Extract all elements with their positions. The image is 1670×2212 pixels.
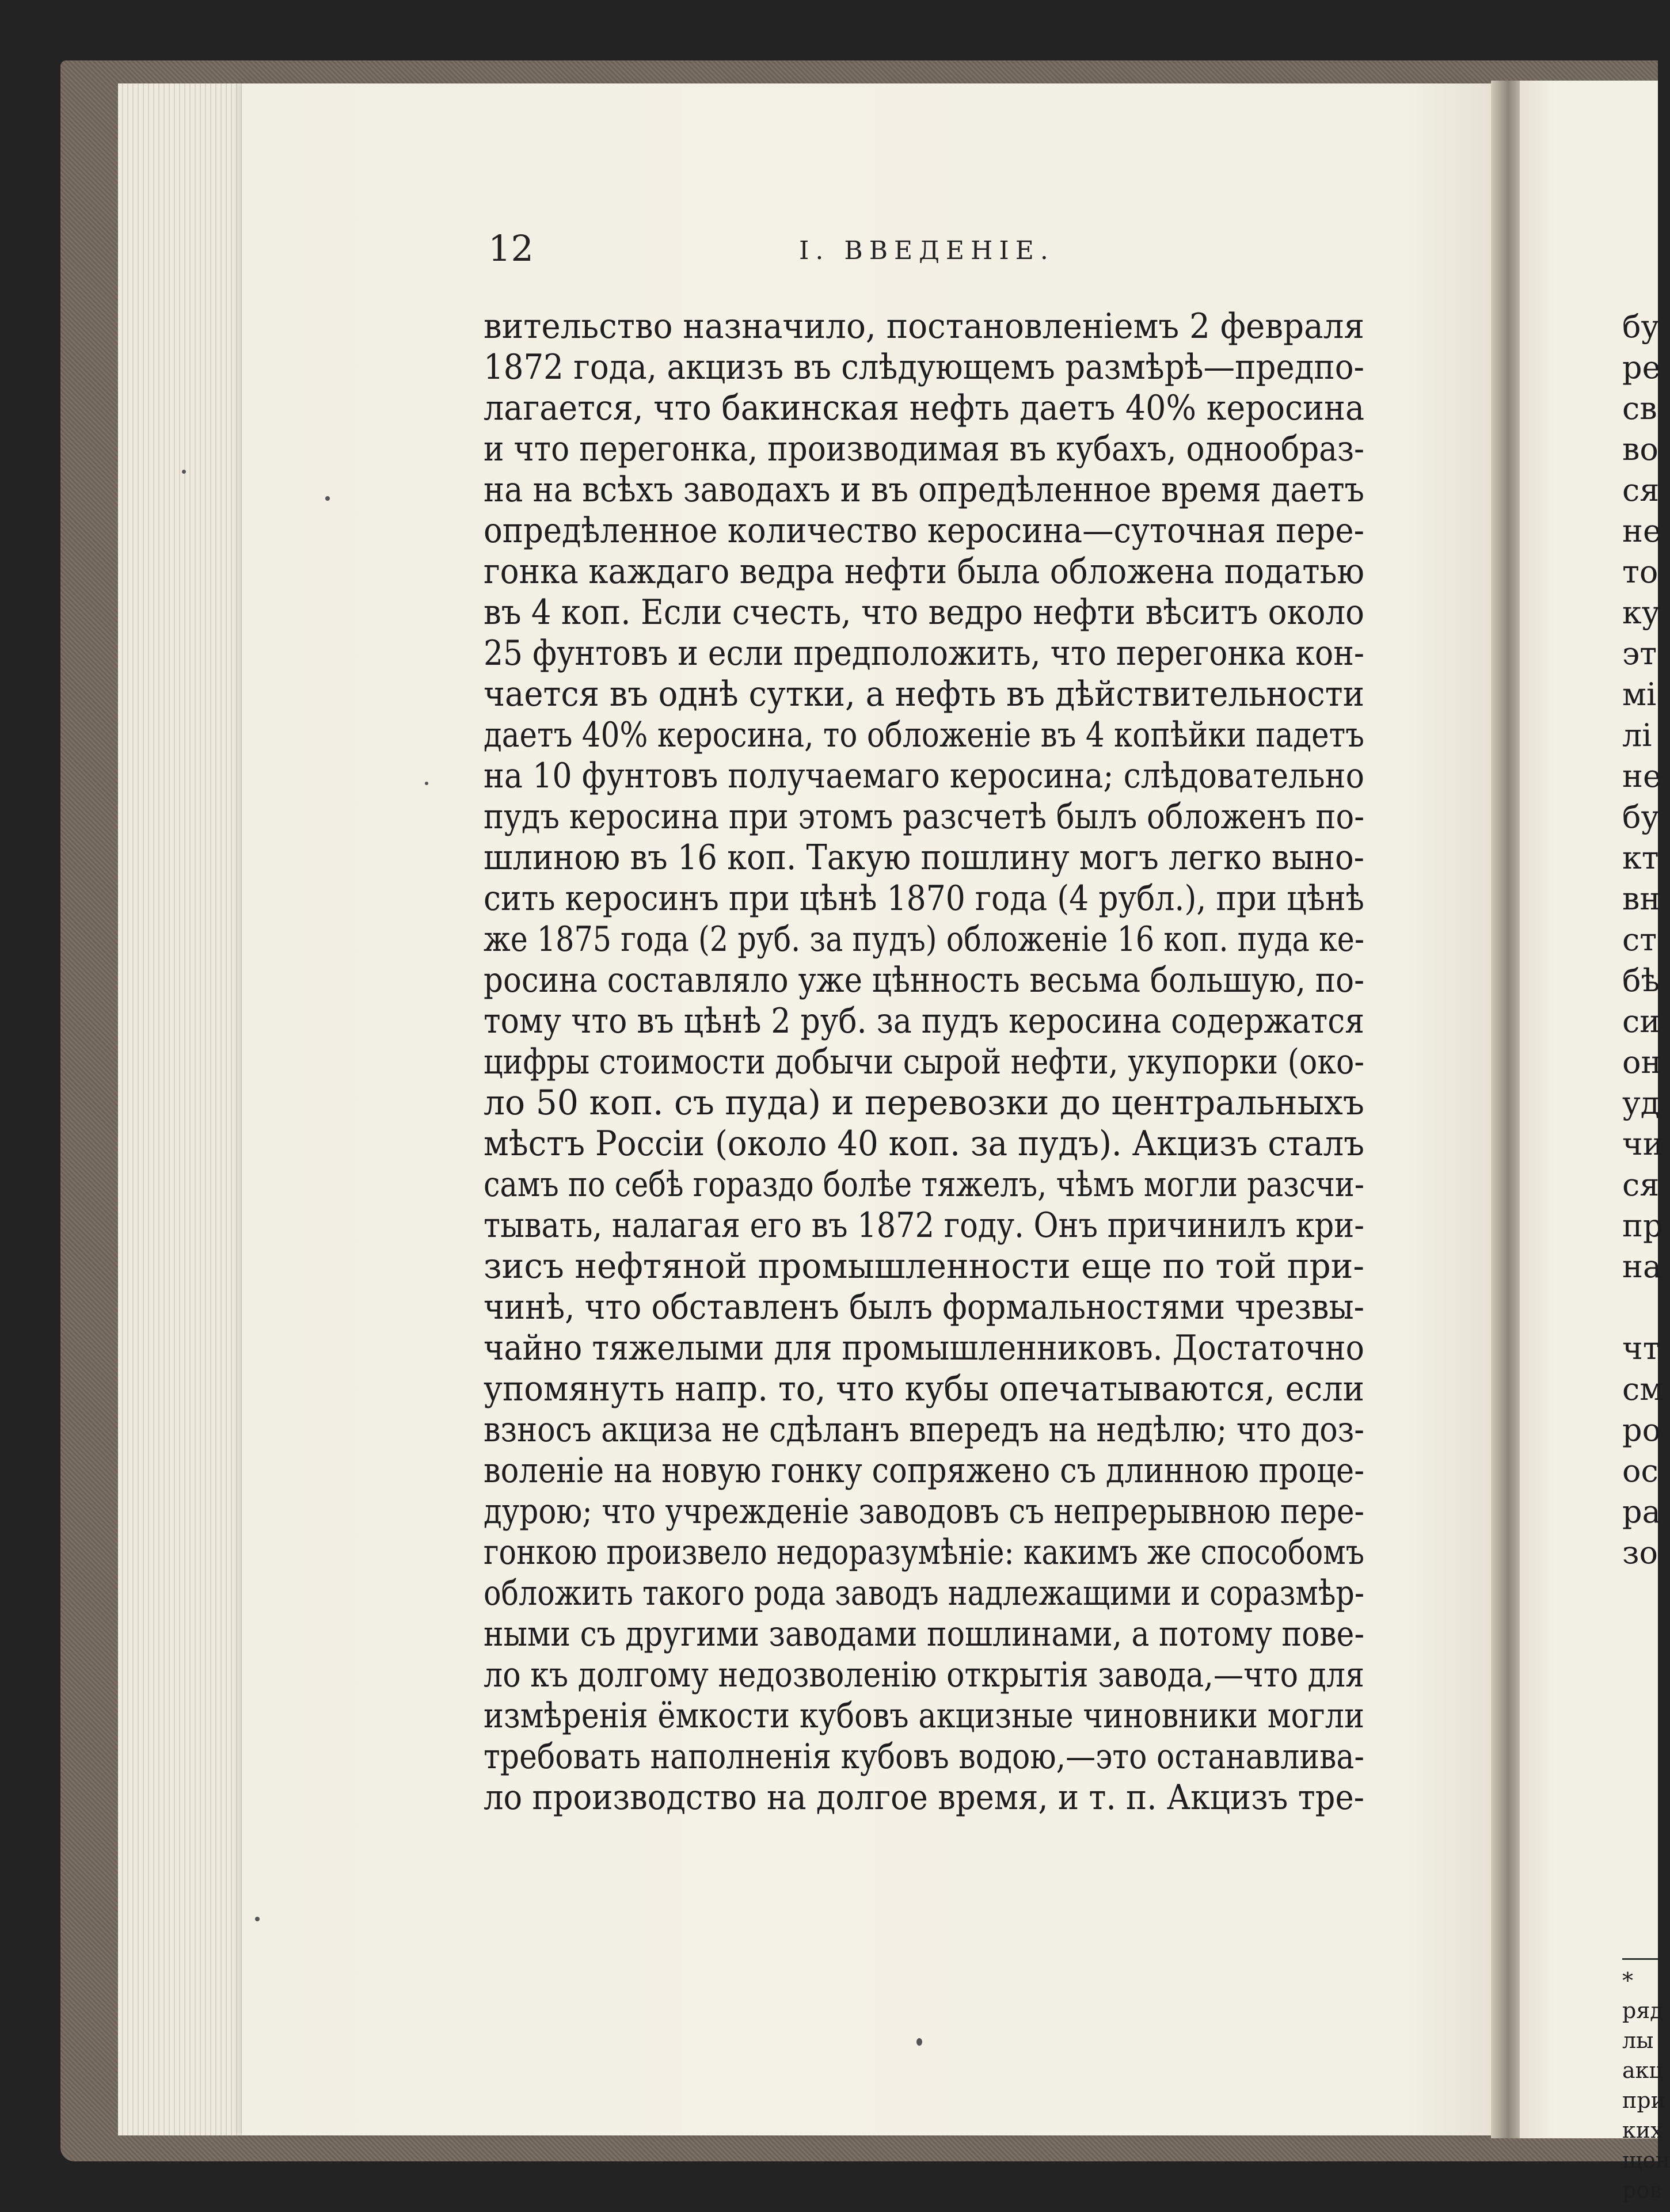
- text-line: гонкою произвело недоразумѣніе: какимъ же способомъ: [484, 1532, 1364, 1573]
- next-page-fragment: зо: [1622, 1535, 1658, 1571]
- paper-speck: [325, 496, 330, 501]
- next-page-fragment: св: [1622, 390, 1657, 427]
- footnote-fragment: ряд: [1622, 1998, 1664, 2023]
- footnote-fragment: ких: [1622, 2118, 1663, 2143]
- next-page-fragment: во: [1622, 431, 1658, 467]
- next-page-fragment: кт: [1622, 840, 1659, 876]
- text-line: сить керосинъ при цѣнѣ 1870 года (4 рубл.), при цѣнѣ: [484, 878, 1364, 919]
- next-page-fragment: [1622, 1287, 1658, 1328]
- text-line: цифры стоимости добычи сырой нефти, укупорки (око-: [484, 1042, 1364, 1082]
- footnote-fragment: щен: [1622, 2148, 1670, 2173]
- text-line: мѣстъ Россіи (около 40 коп. за пудъ). Акцизъ сталъ: [484, 1124, 1364, 1164]
- text-line: же 1875 года (2 руб. за пудъ) обложеніе 16 коп. пуда ке-: [484, 919, 1364, 960]
- next-page-fragment: лі: [1622, 717, 1652, 753]
- footnote-rule: [1622, 1958, 1658, 1960]
- paper-speck: [255, 1917, 260, 1921]
- page-header: [488, 226, 1363, 272]
- text-line: обложить такого рода заводъ надлежащими и соразмѣр-: [484, 1573, 1364, 1613]
- paper-speck: [182, 470, 186, 474]
- next-page-fragment: то: [1622, 554, 1658, 590]
- next-page-fragment: бу: [1622, 309, 1660, 345]
- footnote-fragment: акц: [1622, 2058, 1663, 2083]
- next-page-fragment: не: [1622, 758, 1661, 794]
- text-line: воленіе на новую гонку сопряжено съ длинною проце-: [484, 1450, 1364, 1491]
- footnote-fragment: ров: [1622, 2177, 1662, 2203]
- next-page-fragment: на: [1622, 1248, 1662, 1285]
- text-line: опредѣленное количество керосина—суточная пере-: [484, 511, 1364, 551]
- text-line: измѣренія ёмкости кубовъ акцизные чиновники могли: [484, 1696, 1364, 1736]
- next-page-fragment: ся: [1622, 1167, 1660, 1203]
- text-line: самъ по себѣ гораздо болѣе тяжелъ, чѣмъ могли разсчи-: [484, 1164, 1364, 1205]
- next-page-fragment: ку: [1622, 595, 1660, 631]
- next-page-fragment: чт: [1622, 1330, 1660, 1366]
- footnote-fragment: лы: [1622, 2028, 1654, 2053]
- paper-speck: [916, 2038, 922, 2046]
- next-page-fragment: бу: [1622, 799, 1660, 835]
- text-line: и что перегонка, производимая въ кубахъ, однообраз-: [484, 429, 1364, 469]
- text-line: упомянуть напр. то, что кубы опечатываются, если: [484, 1369, 1364, 1409]
- text-line: ло 50 коп. съ пуда) и перевозки до центральныхъ: [484, 1083, 1364, 1123]
- text-line: чается въ однѣ сутки, а нефть въ дѣйствительности: [484, 674, 1364, 714]
- next-page-fragment: ся: [1622, 472, 1660, 508]
- next-page-footnote-fragments: [1622, 1966, 1670, 2205]
- text-line: ло къ долгому недозволенію открытія завода,—что для: [484, 1655, 1364, 1695]
- text-line: тому что въ цѣнѣ 2 руб. за пудъ керосина содержатся: [484, 1001, 1364, 1041]
- next-page-fragment: ре: [1622, 349, 1661, 386]
- text-line: лагается, что бакинская нефть даетъ 40% керосина: [484, 388, 1364, 428]
- next-page-fragment: чи: [1622, 1126, 1664, 1162]
- text-line: тывать, налагая его въ 1872 году. Онъ причинилъ кри-: [484, 1205, 1364, 1246]
- next-page-fragment: ра: [1622, 1494, 1661, 1530]
- text-line: ными съ другими заводами пошлинами, а потому пове-: [484, 1614, 1364, 1654]
- next-page-fragment: он: [1622, 1044, 1662, 1080]
- running-head: I. ВВЕДЕНІЕ.: [799, 236, 1055, 265]
- next-page-fragment: уд: [1622, 1085, 1660, 1121]
- next-page-fragment: не: [1622, 513, 1661, 549]
- text-line: дурою; что учрежденіе заводовъ съ непрерывною пере-: [484, 1491, 1364, 1532]
- text-line: взносъ акциза не сдѣланъ впередъ на недѣлю; что доз-: [484, 1410, 1364, 1450]
- text-line: на на всѣхъ заводахъ и въ опредѣленное время даетъ: [484, 470, 1364, 510]
- text-line: на 10 фунтовъ получаемаго керосина; слѣдовательно: [484, 756, 1364, 796]
- next-page-fragment: эт: [1622, 635, 1657, 672]
- next-page-fragment: си: [1622, 1003, 1661, 1040]
- next-page-fragment: мі: [1622, 676, 1657, 713]
- page-number: 12: [488, 227, 534, 269]
- text-line: 1872 года, акцизъ въ слѣдующемъ размѣрѣ—предпо-: [484, 347, 1364, 387]
- text-line: пудъ керосина при этомъ разсчетѣ былъ обложенъ по-: [484, 797, 1364, 837]
- next-page-fragment: ро: [1622, 1412, 1661, 1448]
- text-line: вительство назначило, постановленіемъ 2 февраля: [484, 306, 1364, 347]
- text-line: росина составляло уже цѣнность весьма большую, по-: [484, 960, 1364, 1000]
- footnote-fragment: *: [1622, 1968, 1633, 1993]
- text-line: даетъ 40% керосина, то обложеніе въ 4 копѣйки падетъ: [484, 715, 1364, 755]
- text-line: гонка каждаго ведра нефти была обложена податью: [484, 551, 1364, 592]
- next-page-fragment: ст: [1622, 922, 1657, 958]
- footnote-fragment: при: [1622, 2088, 1665, 2113]
- next-page-fragment: см: [1622, 1371, 1664, 1407]
- text-line: требовать наполненія кубовъ водою,—это останавлива-: [484, 1737, 1364, 1777]
- paper-speck: [425, 782, 428, 785]
- next-page-fragment: пр: [1622, 1208, 1663, 1244]
- text-line: чинѣ, что обставленъ былъ формальностями чрезвы-: [484, 1287, 1364, 1327]
- body-text: [484, 306, 1364, 1818]
- text-line: чайно тяжелыми для промышленниковъ. Достаточно: [484, 1328, 1364, 1368]
- text-line: ло производство на долгое время, и т. п. Акцизъ тре-: [484, 1777, 1364, 1818]
- next-page-fragment: вн: [1622, 881, 1661, 917]
- text-line: въ 4 коп. Если счесть, что ведро нефти вѣситъ около: [484, 592, 1364, 633]
- text-line: зисъ нефтяной промышленности еще по той при-: [484, 1246, 1364, 1286]
- text-line: шлиною въ 16 коп. Такую пошлину могъ легко выно-: [484, 837, 1364, 878]
- text-line: 25 фунтовъ и если предположить, что перегонка кон-: [484, 633, 1364, 673]
- next-page-fragment: бѣ: [1622, 962, 1660, 999]
- next-page-text-fragments: [1622, 306, 1664, 1573]
- next-page-fragment: ос: [1622, 1453, 1658, 1489]
